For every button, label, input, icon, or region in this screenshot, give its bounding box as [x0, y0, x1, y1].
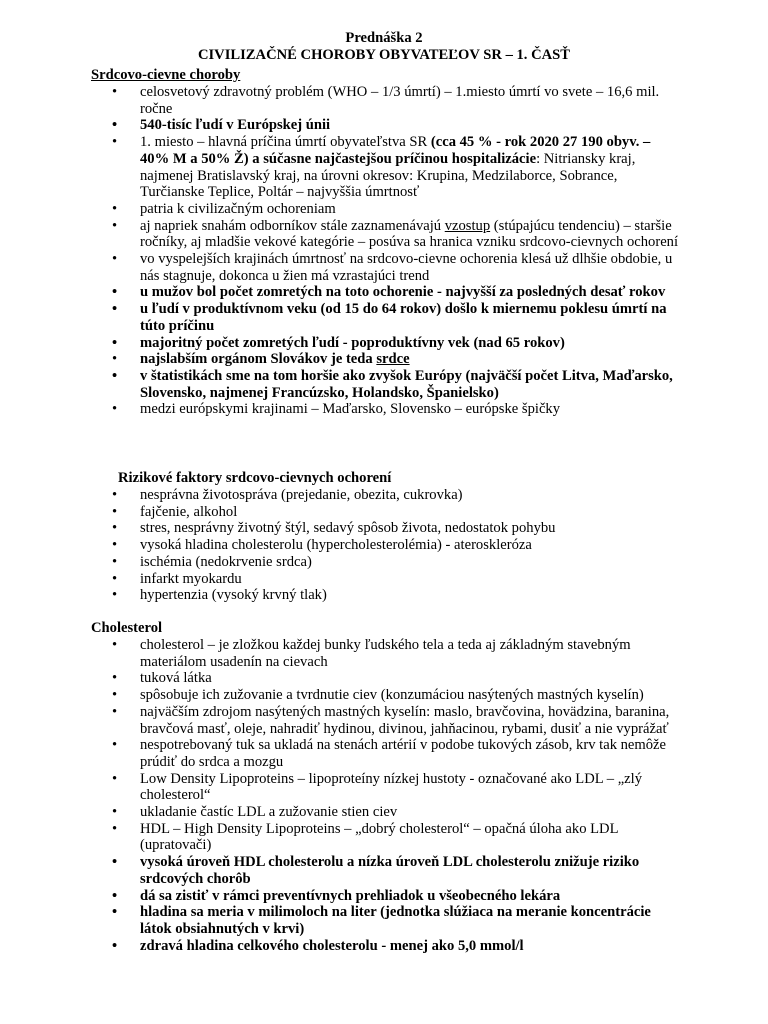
- list-item: [112, 218, 682, 251]
- bullet-icon: •: [112, 200, 118, 217]
- list-item-text: fajčenie, alkohol: [140, 503, 238, 520]
- list-item: [112, 587, 682, 604]
- list-item-text: ischémia (nedokrvenie srdca): [140, 553, 312, 570]
- bullet-icon: •: [112, 84, 118, 100]
- list-item-text-part: (cca 45 % - rok 2020 27 190 obyv. – 40% M a 50% Ž) a súčasne najčastejšou príčinou hospitalizácie: [140, 134, 651, 167]
- list-item: [112, 670, 682, 687]
- list-item-text: tuková látka: [140, 670, 212, 687]
- bullet-icon: •: [112, 520, 118, 537]
- list-item: [112, 117, 682, 134]
- bullet-icon: •: [112, 937, 118, 954]
- bullet-icon: •: [112, 904, 118, 921]
- document-title: CIVILIZAČNÉ CHOROBY OBYVATEĽOV SR – 1. ČASŤ: [197, 47, 571, 63]
- bullet-icon: •: [112, 703, 118, 720]
- list-item-text: medzi európskymi krajinami – Maďarsko, Slovensko – európske špičky: [140, 401, 561, 418]
- bullet-icon: •: [112, 687, 118, 704]
- list-item-text: spôsobuje ich zužovanie a tvrdnutie ciev (konzumáciou nasýtených mastných kyselín): [140, 687, 644, 704]
- list-item: [112, 351, 682, 368]
- list-item-text-part: srdce: [376, 351, 410, 368]
- list-item-text: cholesterol – je zložkou každej bunky ľudského tela a teda aj základným stavebným materiálom usadenín na cievach: [140, 637, 631, 670]
- list-item: [112, 520, 682, 537]
- section-heading-risk-factors: Rizikové faktory srdcovo-cievnych ochorení: [118, 470, 392, 486]
- list-item-text: najväčším zdrojom nasýtených mastných kyselín: maslo, bravčovina, hovädzina, baranina, bravčová masť, oleje, nahradiť hydinou, divinou, jahňacinou, rybami, dusiť a nie vyprážať: [140, 703, 670, 737]
- bullet-icon: •: [112, 117, 118, 134]
- bullet-icon: •: [112, 351, 118, 368]
- list-item: [112, 888, 682, 905]
- list-item: [112, 854, 682, 887]
- list-item: [112, 938, 682, 955]
- bullet-icon: •: [112, 570, 118, 587]
- list-item-text: Low Density Lipoproteins – lipoproteíny nízkej hustoty - označované ako LDL – „zlý cholesterol“: [140, 770, 643, 804]
- bullet-icon: •: [112, 670, 118, 687]
- list-item-text: infarkt myokardu: [140, 570, 242, 587]
- list-item: [112, 687, 682, 704]
- list-item-text: patria k civilizačným ochoreniam: [140, 200, 336, 217]
- list-item: [112, 368, 682, 401]
- list-item: [112, 554, 682, 571]
- bullet-icon: •: [112, 804, 118, 821]
- lecture-label: Prednáška 2: [345, 30, 423, 46]
- bullet-icon: •: [112, 134, 118, 151]
- bullet-icon: •: [112, 770, 118, 787]
- cardiovascular-list: [112, 84, 682, 418]
- list-item: [112, 201, 682, 218]
- list-item: [112, 251, 682, 284]
- list-item-text: celosvetový zdravotný problém (WHO – 1/3 úmrtí) – 1.miesto úmrtí vo svete – 16,6 mil. ročne: [140, 84, 660, 117]
- list-item-text: nesprávna životospráva (prejedanie, obezita, cukrovka): [140, 487, 463, 503]
- bullet-icon: •: [112, 251, 118, 268]
- list-item-text: hypertenzia (vysoký krvný tlak): [140, 587, 327, 604]
- list-item: [112, 284, 682, 301]
- list-item-text: vysoká úroveň HDL cholesterolu a nízka úroveň LDL cholesterolu znižuje riziko srdcových chorôb: [140, 854, 640, 887]
- bullet-icon: •: [112, 637, 118, 653]
- list-item-text: u ľudí v produktívnom veku (od 15 do 64 rokov) došlo k miernemu poklesu úmrtí na túto príčinu: [140, 301, 667, 334]
- bullet-icon: •: [112, 553, 118, 570]
- list-item-text-part: 1. miesto – hlavná príčina úmrtí obyvateľstva SR: [140, 134, 431, 151]
- list-item: [112, 737, 682, 770]
- list-item: [112, 637, 682, 670]
- risk-factors-list: [112, 487, 682, 604]
- list-item: [112, 401, 682, 418]
- bullet-icon: •: [112, 487, 118, 503]
- list-item-text: v štatistikách sme na tom horšie ako zvyšok Európy (najväčší počet Litva, Maďarsko, Slovensko, najmenej Francúzsko, Holandsko, Španielsko): [140, 367, 673, 401]
- list-item: [112, 704, 682, 737]
- list-item: [112, 821, 682, 854]
- bullet-icon: •: [112, 587, 118, 604]
- bullet-icon: •: [112, 334, 118, 351]
- list-item-text-part: (stúpajúcu tendenciu) – staršie ročníky, aj mladšie vekové kategórie – posúva sa hranica vzniku srdcovo-cievnych ochorení: [140, 217, 679, 251]
- list-item-text-part: aj napriek snahám odborníkov stále zaznamenávajú: [140, 217, 445, 234]
- list-item-text: 540-tisíc ľudí v Európskej únii: [140, 117, 331, 134]
- list-item: [112, 487, 682, 504]
- bullet-icon: •: [112, 217, 118, 234]
- section-heading-cardiovascular: Srdcovo-cievne choroby: [91, 67, 241, 83]
- bullet-icon: •: [112, 820, 118, 837]
- list-item-text-part: vzostup: [444, 217, 491, 234]
- bullet-icon: •: [112, 301, 118, 318]
- bullet-icon: •: [112, 367, 118, 384]
- bullet-icon: •: [112, 854, 118, 871]
- cholesterol-list: [112, 637, 682, 954]
- list-item: [112, 804, 682, 821]
- bullet-icon: •: [112, 537, 118, 554]
- list-item: [112, 134, 682, 201]
- list-item-text: majoritný počet zomretých ľudí - poproduktívny vek (nad 65 rokov): [140, 334, 565, 351]
- list-item-text: ukladanie častíc LDL a zužovanie stien ciev: [140, 804, 398, 821]
- list-item: [112, 537, 682, 554]
- list-item: [112, 504, 682, 521]
- list-item-text: vysoká hladina cholesterolu (hypercholesterolémia) - ateroskleróza: [140, 537, 532, 554]
- bullet-icon: •: [112, 401, 118, 418]
- list-item-text-part: najslabším orgánom Slovákov je teda: [140, 351, 377, 368]
- list-item: [112, 84, 682, 117]
- bullet-icon: •: [112, 284, 118, 301]
- bullet-icon: •: [112, 737, 118, 754]
- list-item: [112, 335, 682, 352]
- list-item-text: u mužov bol počet zomretých na toto ochorenie - najvyšší za posledných desať rokov: [140, 284, 666, 301]
- list-item: [112, 571, 682, 588]
- list-item-text: hladina sa meria v milimoloch na liter (jednotka slúžiaca na meranie koncentrácie látok obsiahnutých v krvi): [140, 904, 651, 937]
- list-item-text: zdravá hladina celkového cholesterolu - menej ako 5,0 mmol/l: [140, 937, 524, 954]
- list-item: [112, 301, 682, 334]
- bullet-icon: •: [112, 887, 118, 904]
- list-item-text-part: : Nitriansky kraj, najmenej Bratislavský kraj, na úrovni okresov: Krupina, Medzilaborce, Sobrance, Turčianske Teplice, Poltár – najvyššia úmrtnosť: [140, 150, 636, 201]
- list-item-text: HDL – High Density Lipoproteins – „dobrý cholesterol“ – opačná úloha ako LDL (upratovači): [140, 820, 618, 854]
- list-item: [112, 771, 682, 804]
- list-item-text: nespotrebovaný tuk sa ukladá na stenách artérií v podobe tukových zásob, krv tak nemôže prúdiť do srdca a mozgu: [140, 737, 667, 770]
- list-item-text: stres, nesprávny životný štýl, sedavý spôsob života, nedostatok pohybu: [140, 520, 556, 537]
- list-item-text: vo vyspelejších krajinách úmrtnosť na srdcovo-cievne ochorenia klesá už dlhšie obdobie, u nás stagnuje, dokonca u žien má vzrastajúci trend: [140, 251, 673, 284]
- list-item-text: dá sa zistiť v rámci preventívnych prehliadok u všeobecného lekára: [140, 887, 561, 904]
- section-heading-cholesterol: Cholesterol: [91, 620, 163, 636]
- list-item: [112, 904, 682, 937]
- bullet-icon: •: [112, 503, 118, 520]
